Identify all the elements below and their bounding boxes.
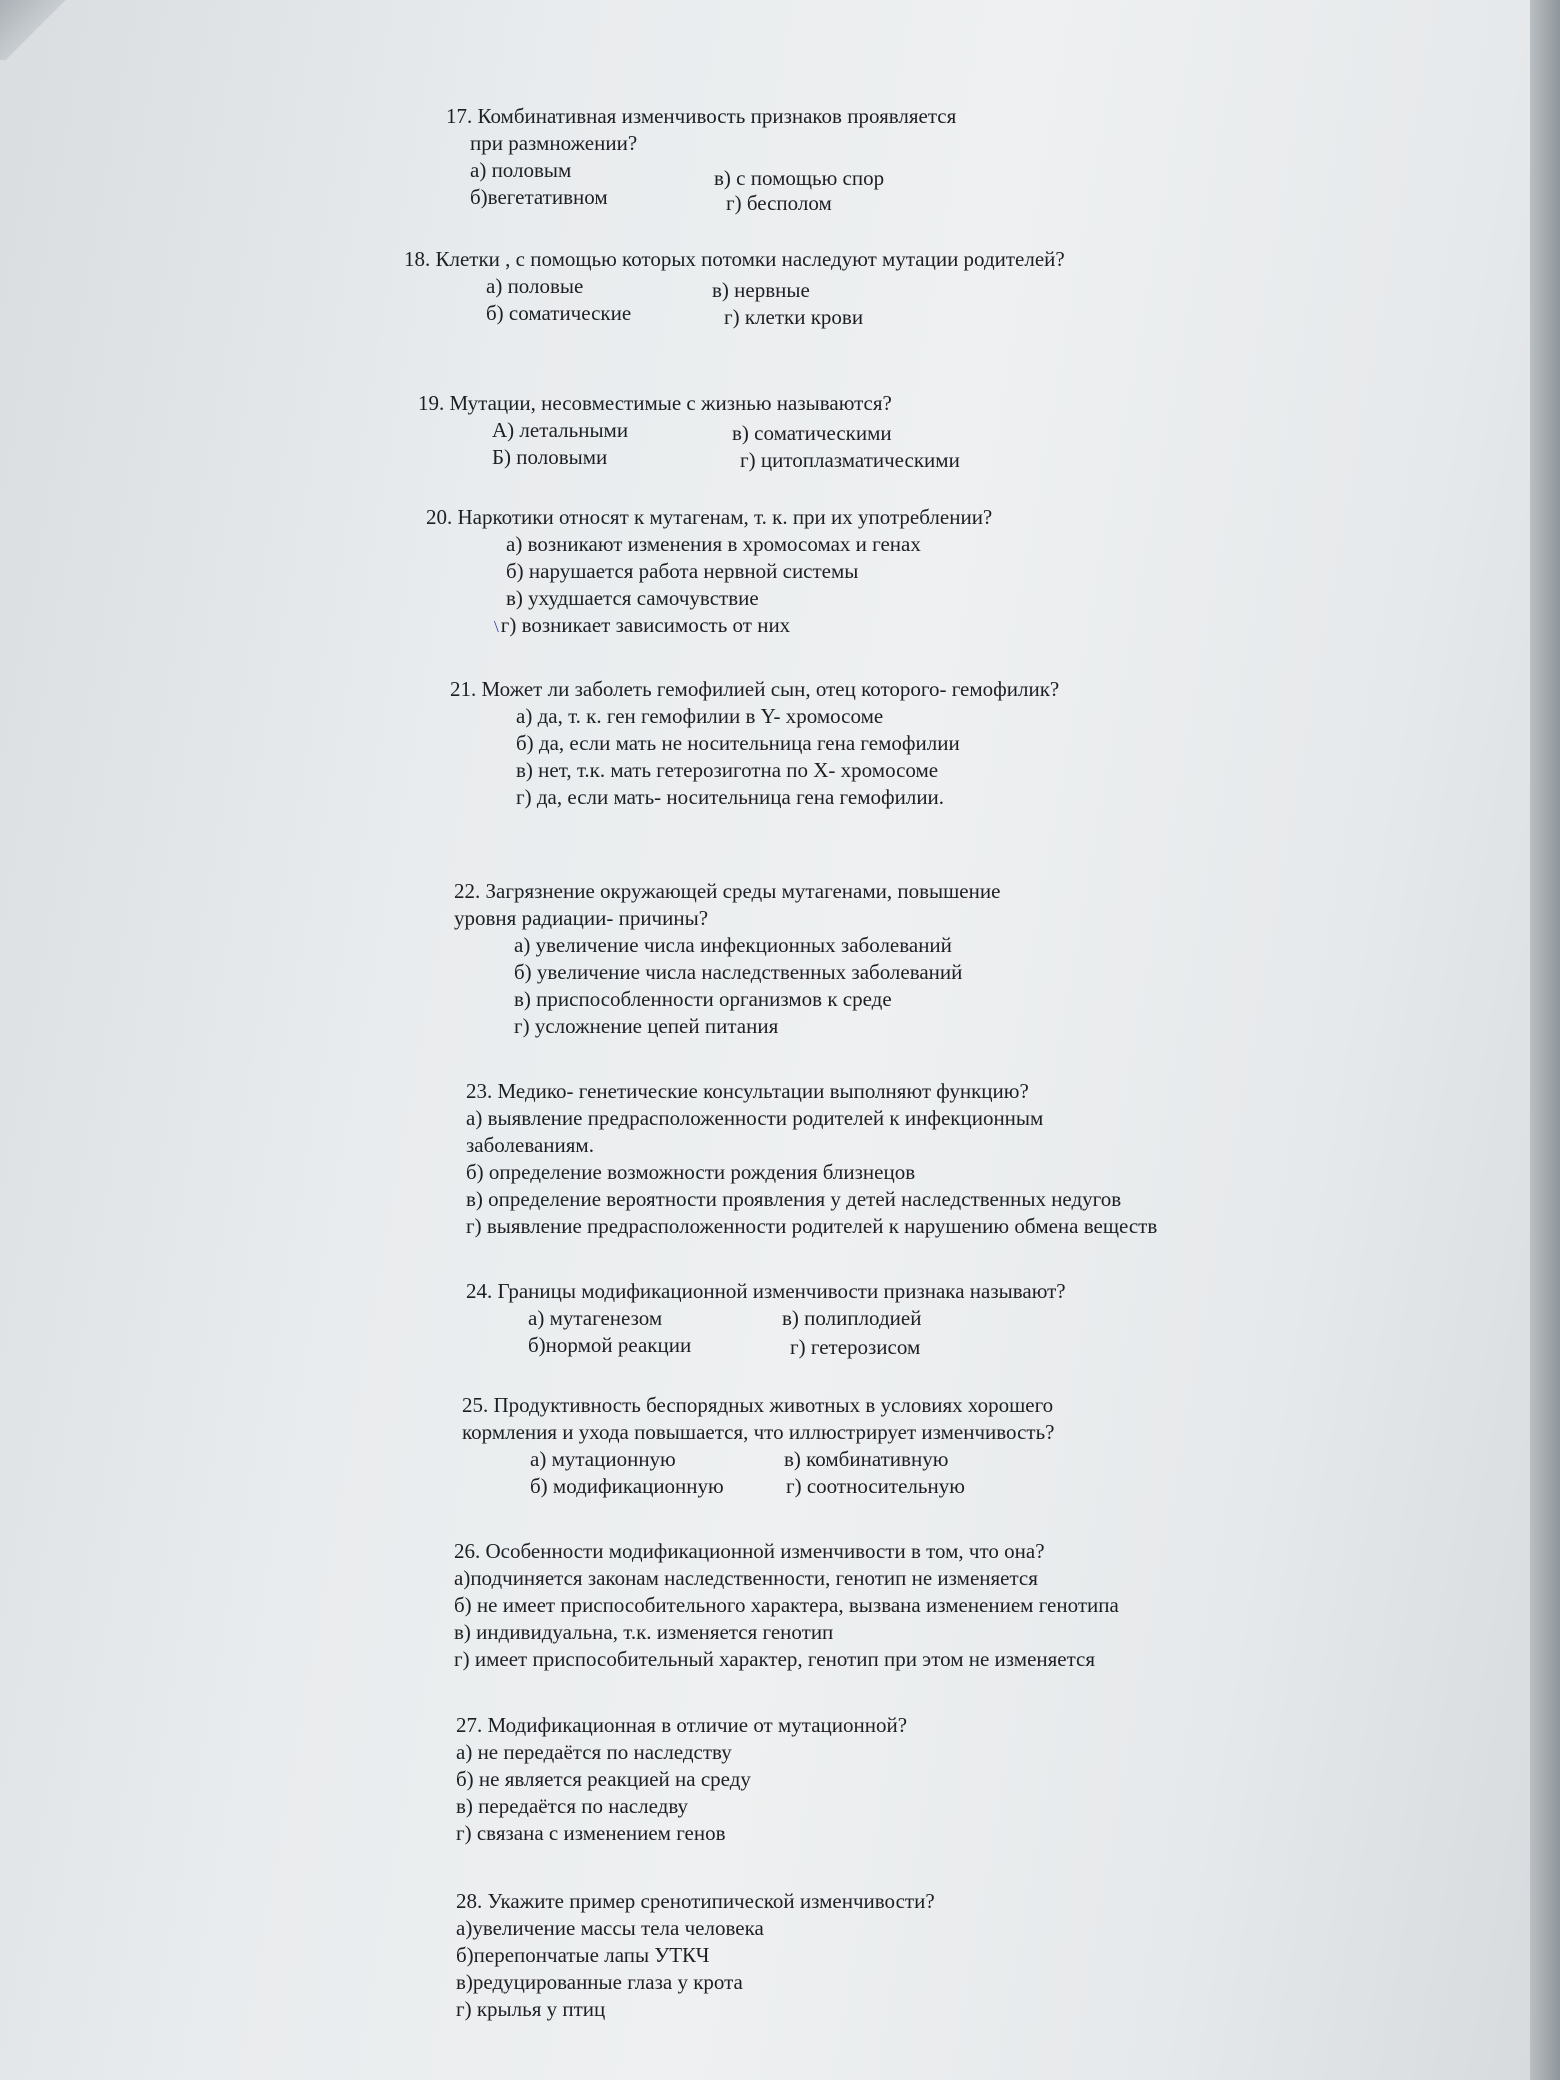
option-v: в) определение вероятности проявления у детей наследственных недугов bbox=[466, 1187, 1122, 1211]
option-g-text: г) возникает зависимость от них bbox=[500, 613, 791, 637]
option-v: в) нет, т.к. мать гетерозиготна по X- хромосоме bbox=[516, 758, 939, 782]
option-v: в) приспособленности организмов к среде bbox=[514, 987, 892, 1011]
option-b: Б) половыми bbox=[492, 445, 608, 469]
option-a: а) да, т. к. ген гемофилии в Y- хромосоме bbox=[516, 704, 884, 728]
option-a-cont: заболеваниям. bbox=[466, 1133, 594, 1157]
option-g: г) гетерозисом bbox=[790, 1335, 921, 1359]
question-text: при размножении? bbox=[470, 131, 638, 155]
question-17 bbox=[446, 103, 957, 215]
option-g: г) цитоплазматическими bbox=[740, 448, 960, 472]
option-b: б) нарушается работа нервной системы bbox=[506, 559, 859, 583]
option-g: г) усложнение цепей питания bbox=[514, 1014, 779, 1038]
option-a: а) возникают изменения в хромосомах и генах bbox=[506, 532, 921, 556]
question-26 bbox=[454, 1538, 1119, 1673]
option-a: а) не передаётся по наследству bbox=[456, 1740, 732, 1764]
option-a: а) мутагенезом bbox=[528, 1306, 663, 1330]
option-a: а) половые bbox=[486, 274, 584, 298]
option-b: б) определение возможности рождения близнецов bbox=[466, 1160, 916, 1184]
question-25 bbox=[462, 1392, 1054, 1500]
question-19 bbox=[418, 390, 960, 472]
options-list bbox=[494, 531, 992, 639]
option-b: б)нормой реакции bbox=[528, 1333, 692, 1357]
option-v: в) ухудшается самочувствие bbox=[506, 586, 759, 610]
options-row bbox=[470, 157, 956, 190]
question-22 bbox=[454, 878, 1000, 1040]
option-g: г) да, если мать- носительница гена гемофилии. bbox=[516, 785, 945, 809]
question-text: уровня радиации- причины? bbox=[454, 906, 709, 930]
options-row bbox=[530, 1446, 1054, 1473]
question-text: 26. Особенности модификационной изменчивости в том, что она? bbox=[454, 1539, 1045, 1563]
option-b: б)вегетативном bbox=[470, 185, 608, 209]
page-edge-shadow bbox=[1530, 0, 1560, 2080]
options-row bbox=[492, 444, 960, 472]
options-list bbox=[466, 1105, 1157, 1240]
options-row bbox=[492, 417, 892, 444]
option-v: в) полиплодией bbox=[782, 1306, 922, 1330]
option-g: г) связана с изменением генов bbox=[456, 1821, 726, 1845]
question-text: 24. Границы модификационной изменчивости признака называют? bbox=[466, 1279, 1066, 1303]
option-v: в) передаётся по наследву bbox=[456, 1794, 689, 1818]
options-list bbox=[514, 932, 1000, 1040]
options-list bbox=[516, 703, 1059, 811]
option-g: г) соотносительную bbox=[786, 1474, 965, 1498]
option-v: в) с помощью спор bbox=[714, 166, 885, 190]
option-v: в)редуцированные глаза у крота bbox=[456, 1970, 743, 1994]
option-a: а)подчиняется законам наследственности, генотип не изменяется bbox=[454, 1566, 1038, 1590]
question-18 bbox=[404, 246, 1065, 327]
option-g bbox=[494, 612, 992, 639]
question-21 bbox=[450, 676, 1059, 811]
question-20 bbox=[426, 504, 992, 639]
options-list bbox=[456, 1915, 935, 2023]
option-g: г) крылья у птиц bbox=[456, 1997, 606, 2021]
option-b: б) не имеет приспособительного характера, вызвана изменением генотипа bbox=[454, 1593, 1119, 1617]
option-v: в) комбинативную bbox=[784, 1447, 949, 1471]
question-text: 27. Модификационная в отличие от мутационной? bbox=[456, 1713, 908, 1737]
option-a: а) мутационную bbox=[530, 1447, 676, 1471]
options-list bbox=[456, 1739, 907, 1847]
option-a: а) половым bbox=[470, 158, 572, 182]
question-text: 28. Укажите пример сренотипической изменчивости? bbox=[456, 1889, 935, 1913]
option-v: в) соматическими bbox=[732, 421, 892, 445]
option-v: в) нервные bbox=[712, 278, 810, 302]
option-g: г) бесполом bbox=[726, 191, 832, 215]
option-g: г) клетки крови bbox=[724, 305, 864, 329]
question-23 bbox=[466, 1078, 1157, 1240]
option-a: а) увеличение числа инфекционных заболеваний bbox=[514, 933, 952, 957]
options-row bbox=[470, 184, 956, 215]
question-text: 22. Загрязнение окружающей среды мутагенами, повышение bbox=[454, 879, 1001, 903]
option-b: б) увеличение числа наследственных заболеваний bbox=[514, 960, 963, 984]
folded-corner bbox=[0, 0, 70, 60]
option-b: б)перепончатые лапы УТКЧ bbox=[456, 1943, 710, 1967]
options-row bbox=[528, 1332, 1066, 1359]
question-28 bbox=[456, 1888, 935, 2023]
question-text: кормления и ухода повышается, что иллюстрирует изменчивость? bbox=[462, 1420, 1055, 1444]
option-b: б) да, если мать не носительница гена гемофилии bbox=[516, 731, 960, 755]
options-row bbox=[486, 273, 1065, 300]
option-g: г) выявление предрасположенности родителей к нарушению обмена веществ bbox=[466, 1214, 1158, 1238]
question-27 bbox=[456, 1712, 907, 1847]
option-b: б) модификационную bbox=[530, 1474, 724, 1498]
question-text: 21. Может ли заболеть гемофилией сын, отец которого- гемофилик? bbox=[450, 677, 1060, 701]
option-a: А) летальными bbox=[492, 418, 629, 442]
options-row bbox=[486, 300, 1065, 327]
option-a: а) выявление предрасположенности родителей к инфекционным bbox=[466, 1106, 1044, 1130]
question-text: 17. Комбинативная изменчивость признаков проявляется bbox=[446, 104, 957, 128]
option-b: б) не является реакцией на среду bbox=[456, 1767, 751, 1791]
option-v: в) индивидуальна, т.к. изменяется генотип bbox=[454, 1620, 834, 1644]
option-a: а)увеличение массы тела человека bbox=[456, 1916, 764, 1940]
question-text: 18. Клетки , с помощью которых потомки наследуют мутации родителей? bbox=[404, 247, 1065, 271]
option-g: г) имеет приспособительный характер, генотип при этом не изменяется bbox=[454, 1647, 1096, 1671]
question-text: 25. Продуктивность беспорядных животных в условиях хорошего bbox=[462, 1393, 1054, 1417]
options-row bbox=[530, 1473, 1054, 1500]
question-text: 20. Наркотики относят к мутагенам, т. к. при их употреблении? bbox=[426, 505, 993, 529]
question-text: 19. Мутации, несовместимые с жизнью называются? bbox=[418, 391, 892, 415]
question-text: 23. Медико- генетические консультации выполняют функцию? bbox=[466, 1079, 1029, 1103]
option-b: б) соматические bbox=[486, 301, 632, 325]
pen-mark: \ bbox=[494, 617, 499, 636]
options-list bbox=[454, 1565, 1119, 1673]
question-24 bbox=[466, 1278, 1066, 1359]
options-row bbox=[528, 1305, 1066, 1332]
